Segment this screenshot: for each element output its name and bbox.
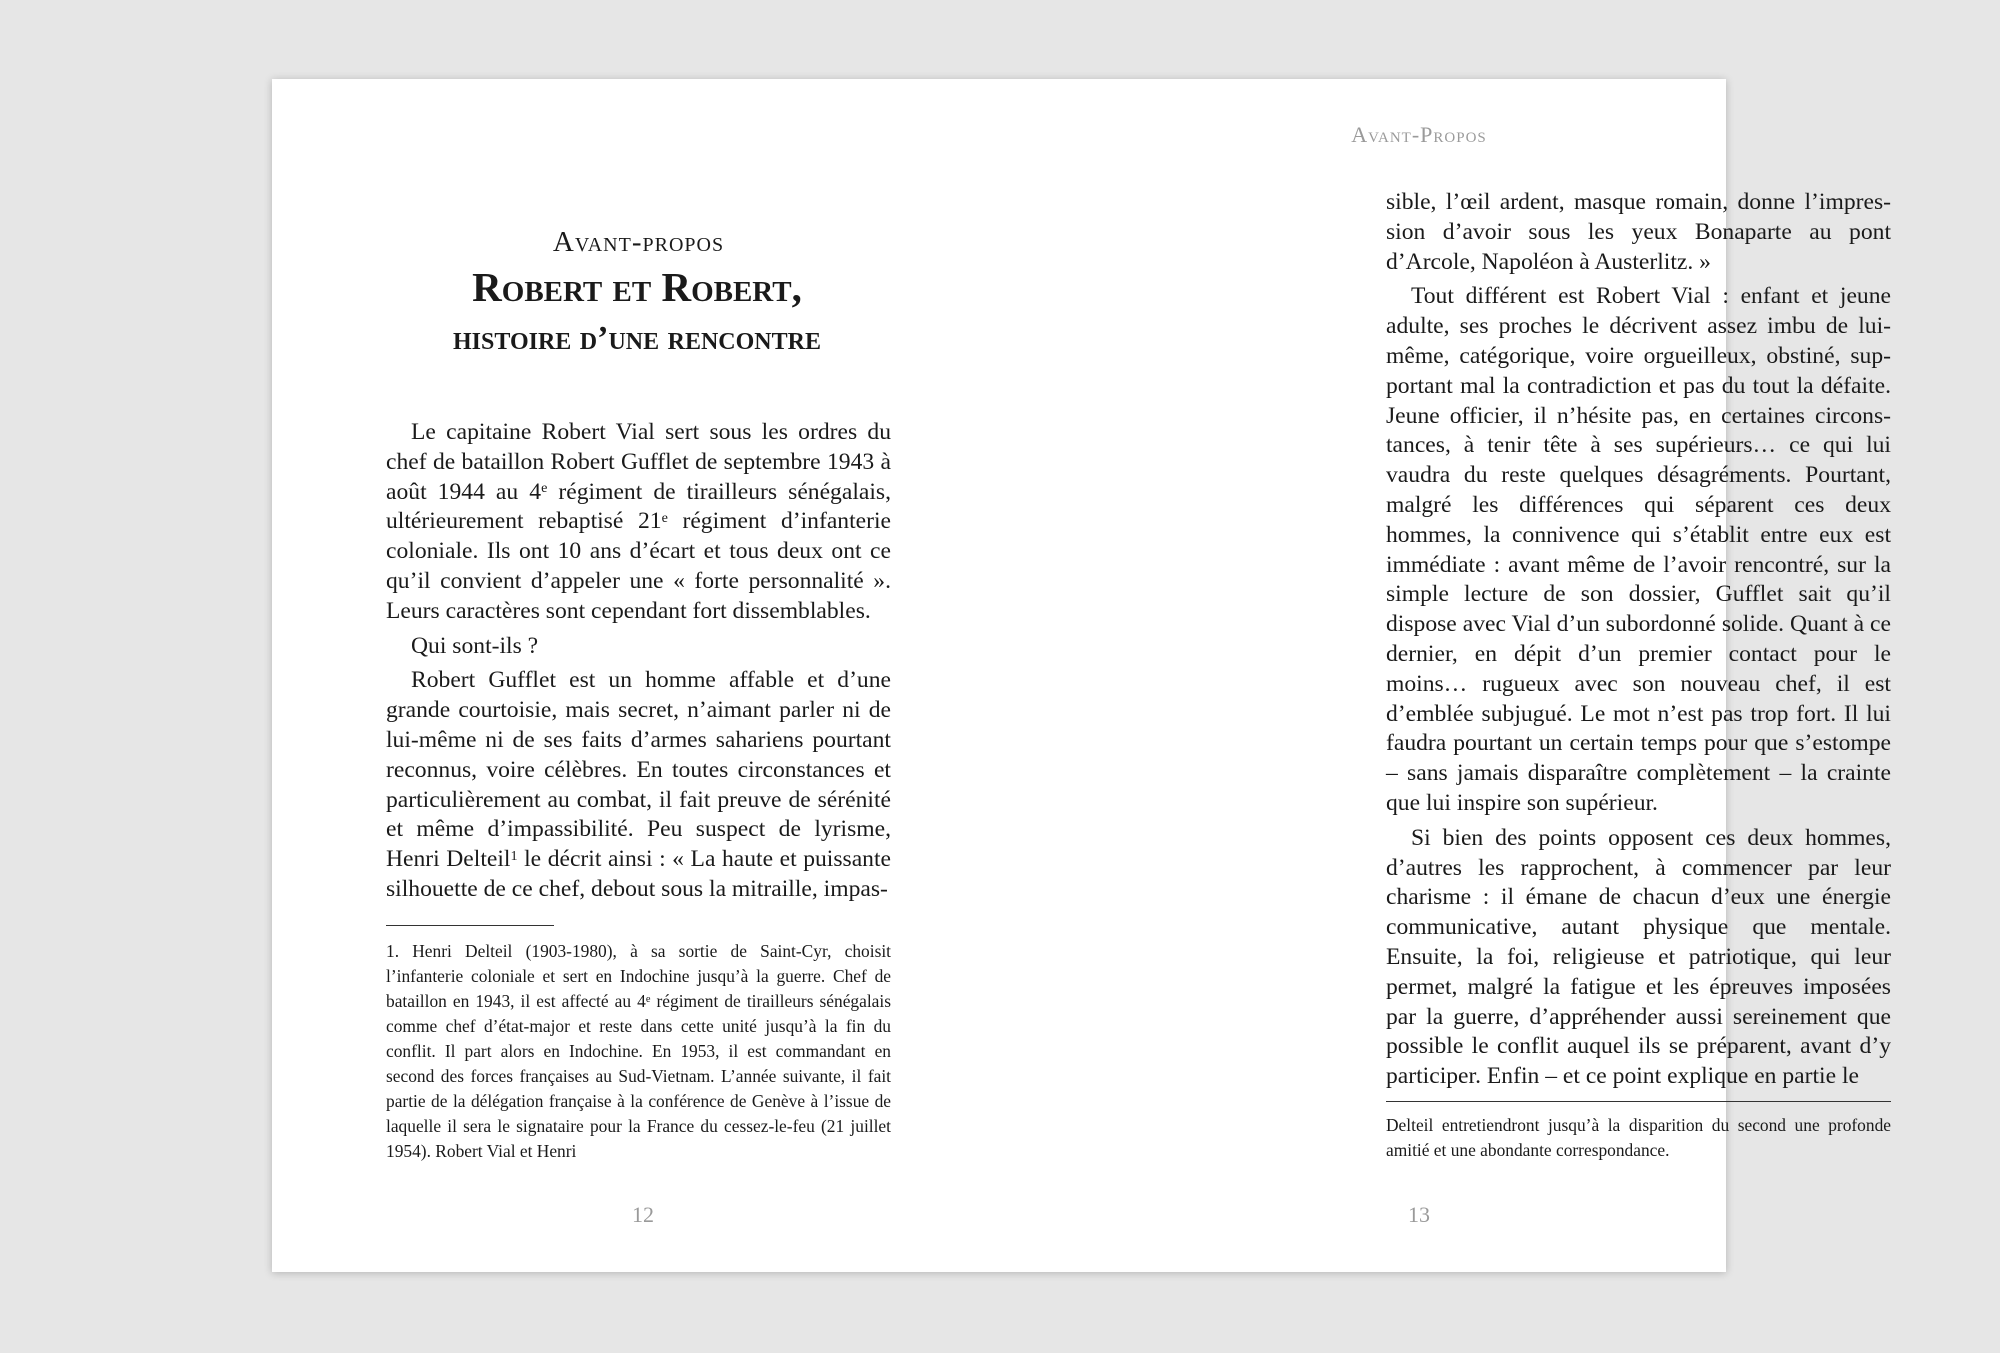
page-number: 12	[632, 1202, 654, 1227]
footnote-text: Delteil entretiendront jusqu’à la disparition du second une profonde amitié et une abondante correspondance.	[1386, 1115, 1891, 1160]
right-page	[999, 79, 1891, 1272]
text-run: régiment de tirailleurs sénégalais comme chef d’état-major et reste dans cette unité jusqu’à la fin du conflit. Il part alors en Indochine. En 1953, il est commandant en second des forces françaises au Sud-Vietnam. L’année suivante, il fait partie de la délégation française à la conférence de Genève à l’issue de laquelle il sera le signataire pour la France du cessez-le-feu (21 juillet 1954). Robert Vial et Henri	[386, 991, 891, 1161]
paragraph	[386, 418, 891, 627]
footnote	[1386, 1113, 1891, 1163]
footnote-rule	[1386, 1101, 1891, 1102]
running-head: Avant-Propos	[1351, 122, 1487, 147]
chapter-kicker: Avant-propos	[552, 226, 725, 258]
chapter-title-line-1: Robert et Robert,	[472, 264, 802, 310]
text-run: Le capitaine Robert Vial sert sous les ordres du chef de bataillon Robert Gufflet de septembre 1943 à août 1944 au 4	[386, 419, 891, 505]
page-number: 13	[1408, 1202, 1430, 1227]
text-run: 1. Henri Delteil (1903-1980), à sa sortie de Saint-Cyr, choisit l’infanterie coloniale et sert en Indochine jusqu’à la guerre. Chef de bataillon en 1943, il est affecté au 4	[386, 941, 891, 1011]
footnote-reference[interactable]: 1	[510, 847, 518, 864]
paragraph: Qui sont-ils ?	[411, 632, 539, 659]
footnote-rule	[386, 925, 554, 926]
text-run: le décrit ainsi : « La haute et puissante silhouette de ce chef, debout sous la mitraille, impas-	[386, 846, 892, 902]
superscript: e	[661, 510, 668, 527]
book-spread	[272, 79, 1891, 1272]
paragraph: Tout différent est Robert Vial : enfant et jeune adulte, ses proches le décrivent assez imbu de lui-même, catégorique, voire orgueilleux, obstiné, supportant mal la contradiction et pas du tout la défaite. Jeune officier, il n’hésite pas, en certaines circonstances, à tenir tête à ses supérieurs… ce qui lui vaudra du reste quelques désagréments. Pourtant, malgré les différences qui séparent ces deux hommes, la connivence qui s’établit entre eux est immédiate : avant même de l’avoir rencontré, sur la simple lecture de son dossier, Gufflet sait qu’il dispose avec Vial d’un subordonné solide. Quant à ce dernier, en dépit d’un premier contact pour le moins… rugueux avec son nouveau chef, il est d’emblée subjugué. Le mot n’est pas trop fort. Il lui faudra pourtant un certain temps pour que s’estompe – sans jamais disparaître complètement – la crainte que lui inspire son supérieur.	[1386, 283, 1891, 816]
text-run: régiment de tirailleurs sénégalais, ultérieurement rebaptisé 21	[386, 478, 891, 535]
chapter-title-line-2: histoire d’une rencontre	[453, 320, 821, 357]
paragraph	[386, 666, 891, 904]
paragraph: Si bien des points opposent ces deux hommes, d’autres les rapprochent, à commencer par leur charisme : il émane de chacun d’eux une énergie communicative, autant physique que mentale. Ensuite, la foi, religieuse et patriotique, qui leur permet, malgré la fatigue et les épreuves imposées par la guerre, d’appréhender aussi sereinement que possible le conflit auquel ils se préparent, avant d’y participer. Enfin – et ce point explique en partie le	[1386, 824, 1891, 1090]
superscript: e	[645, 994, 651, 1006]
chapter-title	[362, 261, 912, 365]
superscript: e	[541, 480, 548, 497]
paragraph: sible, l’œil ardent, masque romain, donne l’impression d’avoir sous les yeux Bonaparte au pont d’Arcole, Napoléon à Austerlitz. »	[1386, 189, 1891, 275]
right-body-text	[1386, 188, 1891, 1097]
text-run: Robert Gufflet est un homme affable et d’une grande courtoisie, mais secret, n’aimant parler ni de lui-même ni de ses faits d’armes sahariens pourtant reconnus, voire célèbres. En toutes circonstances et particulièrement au combat, il fait preuve de sérénité et même d’impassibilité. Peu suspect de lyrisme, Henri Delteil	[386, 667, 891, 873]
footnote	[386, 939, 891, 1164]
text-run: régiment d’infanterie coloniale. Ils ont 10 ans d’écart et tous deux ont ce qu’il convient d’appeler une « forte personnalité ». Leurs caractères sont cependant fort dissemblables.	[386, 508, 891, 624]
left-page	[272, 79, 999, 1272]
left-body-text	[386, 418, 891, 910]
